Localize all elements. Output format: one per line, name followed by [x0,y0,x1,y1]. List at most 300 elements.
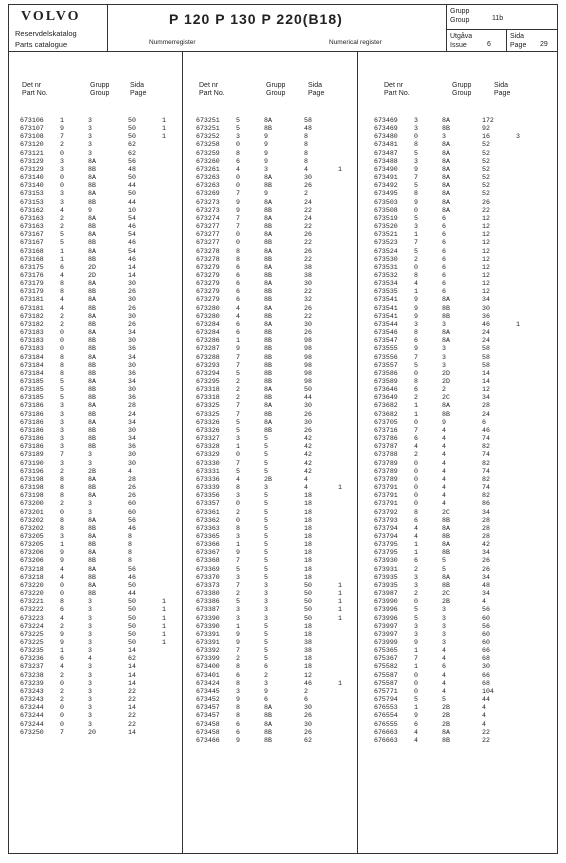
check-digit: 9 [236,630,240,638]
page-number: 38 [304,639,312,646]
check-digit: 3 [236,606,240,614]
part-number: 673286 [196,337,220,345]
part-number: 673287 [196,345,220,353]
page-number: 12 [482,231,490,239]
part-number: 673458 [196,728,220,736]
part-number: 673167 [20,239,44,247]
part-number: 673524 [374,247,398,255]
group-code: 8B [88,386,96,394]
page-number: 52 [482,165,490,173]
check-digit: 8 [60,369,64,377]
part-row [20,394,195,402]
part-row [374,590,549,598]
check-digit: 1 [236,337,240,345]
part-number: 673327 [196,435,220,443]
page-number: 4 [304,475,308,483]
part-row [374,566,549,574]
check-digit: 9 [236,736,240,744]
group-code: 8B [264,369,272,377]
check-digit: 2 [236,378,240,385]
part-number: 673140 [20,174,44,182]
note-number: 1 [338,679,342,687]
page-number: 98 [304,378,312,385]
part-row [196,248,371,256]
group-code: 4 [442,475,446,483]
group-code: 3 [442,320,446,328]
page-number: 30 [304,320,312,328]
part-number: 673362 [196,516,220,524]
part-row [196,199,371,207]
group-code: 8B [88,410,96,418]
group-code: 8A [88,581,96,589]
part-row [196,239,371,247]
part-number: 673244 [20,720,44,728]
part-number: 673457 [196,712,220,720]
group-code: 3 [88,451,92,459]
page-number: 26 [304,712,312,720]
group-code: 8A [264,231,272,239]
check-digit: 4 [414,728,418,736]
group-code: 4 [442,467,446,475]
check-digit: 8 [414,508,418,516]
page-number: 12 [482,263,490,271]
group-code: 9 [264,133,268,141]
part-row [20,370,195,378]
group-code: 8B [88,557,96,565]
part-number: 673541 [374,312,398,320]
group-code: 9 [264,141,268,149]
part-number: 673260 [196,157,220,165]
part-number: 673682 [374,402,398,410]
page-number: 30 [128,280,136,288]
part-row [374,688,549,696]
part-number: 673202 [20,516,44,524]
page-number: 34 [128,353,136,361]
part-number: 673329 [196,451,220,459]
group-code: 6 [442,247,446,255]
part-row [196,737,371,745]
group-code: 4 [442,443,446,451]
part-number: 673786 [374,435,398,443]
part-number: 673336 [196,475,220,483]
note-number: 1 [162,622,166,630]
check-digit: 5 [60,239,64,247]
header-part-no: Det nr Part No. [199,82,225,97]
check-digit: 4 [60,271,64,279]
group-code: 8A [442,728,450,736]
part-number: 673325 [196,410,220,418]
check-digit: 1 [236,541,240,549]
group-code: 2B [442,598,450,606]
part-number: 673181 [20,296,44,304]
check-digit: 8 [60,280,64,288]
check-digit: 8 [236,484,240,492]
page-number: 8 [128,557,132,565]
check-digit: 6 [236,329,240,337]
part-row [374,615,549,623]
page-number: 8 [128,541,132,549]
group-code: 4 [442,687,446,695]
part-number: 673789 [374,459,398,467]
page-number: 46 [128,255,136,263]
check-digit: 7 [414,353,418,361]
page-label: Sida Page [510,33,527,49]
group-code: 8B [264,288,272,296]
part-number: 673357 [196,500,220,508]
part-number: 673278 [196,255,220,263]
index-title-sv: Nummerregister [149,39,196,46]
check-digit: 6 [414,516,418,524]
part-row [374,411,549,419]
part-row [196,182,371,190]
check-digit: 7 [236,223,240,231]
check-digit: 0 [414,133,418,141]
part-number: 673186 [20,418,44,426]
group-code: 8A [88,353,96,361]
part-row [374,574,549,582]
check-digit: 2 [414,394,418,402]
check-digit: 5 [414,214,418,222]
group-code: 8B [88,320,96,328]
check-digit: 6 [236,263,240,271]
check-digit: 4 [414,443,418,451]
group-code: 6 [264,663,268,671]
page-number: 18 [304,492,312,500]
page-number: 62 [128,141,136,149]
part-number: 673705 [374,418,398,426]
part-row [374,419,549,427]
page-number: 36 [128,369,136,377]
check-digit: 3 [414,320,418,328]
page-number: 50 [128,606,136,614]
group-code: 8A [442,174,450,182]
group-code: 8B [88,590,96,598]
part-row [196,574,371,582]
part-row [374,443,549,451]
part-row [374,174,549,182]
check-digit: 1 [60,647,64,655]
page-number: 46 [482,426,490,434]
part-row [20,598,195,606]
check-digit: 8 [414,271,418,279]
check-digit: 1 [236,622,240,630]
group-code: 8A [442,165,450,173]
group-code: 8B [88,524,96,532]
part-number: 673279 [196,296,220,304]
group-code: 5 [264,492,268,500]
part-number: 673997 [374,630,398,638]
part-row [20,427,195,435]
part-number: 673280 [196,312,220,320]
part-number: 673108 [20,133,44,141]
part-row [20,256,195,264]
page-number: 42 [304,467,312,475]
part-number: 673189 [20,451,44,459]
group-code: 3 [88,671,92,679]
part-row [374,484,549,492]
page-number: 28 [482,532,490,540]
check-digit: 6 [236,157,240,165]
check-digit: 9 [236,198,240,206]
page-number: 26 [128,492,136,500]
part-row [20,476,195,484]
check-digit: 7 [414,426,418,434]
page-number: 42 [304,435,312,443]
part-row [20,492,195,500]
check-digit: 3 [414,581,418,589]
check-digit: 1 [414,647,418,655]
part-row [196,264,371,272]
page-number: 54 [128,247,136,255]
group-code: 5 [442,565,446,573]
part-row [20,117,195,125]
part-row [374,606,549,614]
group-code: 4 [442,679,446,687]
page-number: 34 [482,296,490,304]
group-code: 3 [88,141,92,149]
part-number: 673220 [20,590,44,598]
check-digit: 6 [236,728,240,736]
part-number: 673996 [374,614,398,622]
page-number: 4 [482,598,486,606]
page-number: 48 [128,165,136,173]
part-row [20,696,195,704]
check-digit: 7 [414,655,418,663]
page-number: 60 [128,500,136,508]
page-number: 14 [128,271,136,279]
check-digit: 2 [236,508,240,516]
divider [107,5,108,51]
group-code: 3 [88,663,92,671]
part-row [20,329,195,337]
part-row [374,468,549,476]
check-digit: 9 [236,639,240,646]
header-part-no: Det nr Part No. [384,82,410,97]
page-number: 34 [128,435,136,443]
group-code: 8B [264,345,272,353]
part-number: 673206 [20,557,44,565]
note-number: 1 [338,606,342,614]
check-digit: 1 [414,402,418,410]
check-digit: 2 [60,141,64,149]
part-number: 673198 [20,475,44,483]
part-row [196,590,371,598]
group-code: 4 [442,492,446,500]
part-row [196,484,371,492]
part-number: 673259 [196,149,220,157]
check-digit: 3 [414,157,418,165]
group-code: 8A [264,402,272,410]
page-number: 22 [304,206,312,214]
part-number: 673179 [20,280,44,288]
part-row [20,557,195,565]
group-code: 8B [442,581,450,589]
part-row [374,427,549,435]
part-number: 673391 [196,639,220,646]
part-number: 673331 [196,467,220,475]
page-number: 42 [482,541,490,549]
group-code: 2B [442,712,450,720]
page-number: 16 [482,133,490,141]
check-digit: 1 [414,541,418,549]
part-number: 673186 [20,410,44,418]
part-row [196,476,371,484]
page-number: 14 [128,263,136,271]
part-number: 673530 [374,255,398,263]
page-value: 29 [540,41,548,48]
check-digit: 4 [236,304,240,312]
part-number: 673284 [196,320,220,328]
group-code: 3 [88,133,92,141]
part-row [374,492,549,500]
group-code: 5 [264,500,268,508]
part-row [374,712,549,720]
group-code: 5 [264,467,268,475]
group-code: 8A [264,418,272,426]
part-number: 673250 [20,728,44,736]
page-number: 36 [128,443,136,451]
group-code: 8B [88,369,96,377]
group-code: 9 [442,418,446,426]
part-row [374,663,549,671]
part-row [20,248,195,256]
page-number: 6 [482,418,486,426]
page-number: 92 [482,125,490,133]
check-digit: 4 [414,532,418,540]
page-number: 24 [482,329,490,337]
group-code: 8B [88,165,96,173]
page-number: 42 [304,459,312,467]
part-row [196,386,371,394]
part-number: 673107 [20,125,44,133]
part-row [20,239,195,247]
part-number: 673531 [374,263,398,271]
part-number: 673186 [20,402,44,410]
page-number: 26 [304,329,312,337]
page-number: 60 [482,614,490,622]
group-code: 8B [264,378,272,385]
check-digit: 0 [414,492,418,500]
part-row [196,533,371,541]
part-number: 673277 [196,223,220,231]
page-number: 68 [482,655,490,663]
check-digit: 3 [60,435,64,443]
part-row [20,231,195,239]
page-number: 4 [128,467,132,475]
group-code: 8A [264,174,272,182]
page-number: 12 [304,671,312,679]
part-row [374,451,549,459]
group-code: 6 [442,663,446,671]
check-digit: 9 [414,165,418,173]
page-number: 18 [304,565,312,573]
part-row [20,672,195,680]
note-number: 1 [338,598,342,606]
page-number: 26 [304,247,312,255]
part-row [196,549,371,557]
divider [446,29,557,30]
part-number: 673222 [20,606,44,614]
part-row [374,672,549,680]
note-number: 1 [162,125,166,133]
part-number: 673221 [20,598,44,606]
part-number: 673503 [374,198,398,206]
group-code: 2D [88,263,96,271]
part-number: 673236 [20,655,44,663]
check-digit: 2 [60,214,64,222]
part-row [20,623,195,631]
part-row [374,215,549,223]
part-number: 673367 [196,549,220,557]
part-row [20,631,195,639]
parts-column-1 [20,117,195,737]
page-number: 22 [128,720,136,728]
part-number: 673224 [20,622,44,630]
part-number: 673185 [20,378,44,385]
part-number: 673202 [20,524,44,532]
group-code: 8B [442,532,450,540]
group-code: 9 [88,206,92,214]
divider [506,29,507,51]
part-row [196,492,371,500]
part-number: 673244 [20,712,44,720]
group-code: 5 [264,622,268,630]
page-number: 56 [128,565,136,573]
part-number: 673716 [374,426,398,434]
part-number: 673521 [374,231,398,239]
page-number: 34 [482,590,490,598]
group-code: 8A [442,541,450,549]
group-code: 3 [88,598,92,606]
page-number: 46 [482,320,490,328]
part-number: 673184 [20,369,44,377]
check-digit: 5 [414,149,418,157]
page-number: 74 [482,467,490,475]
group-code: 6 [442,280,446,288]
page-number: 8 [128,532,132,540]
check-digit: 2 [60,687,64,695]
page-number: 52 [482,190,490,198]
group-code: 3 [264,590,268,598]
part-row [196,354,371,362]
header-group: Grupp Group [266,82,286,97]
group-code: 8B [264,337,272,345]
page-number: 4 [304,165,308,173]
part-row [374,639,549,647]
note-number: 1 [162,630,166,638]
part-row [20,566,195,574]
check-digit: 9 [414,198,418,206]
catalog-title-en: Parts catalogue [15,40,68,49]
check-digit: 3 [60,165,64,173]
part-number: 673400 [196,663,220,671]
part-number: 673284 [196,329,220,337]
group-code: 3 [88,647,92,655]
part-row [196,623,371,631]
check-digit: 5 [236,426,240,434]
part-row [374,549,549,557]
part-row [20,280,195,288]
group-code: 8B [264,125,272,133]
part-row [374,248,549,256]
check-digit: 8 [60,353,64,361]
page-number: 26 [128,484,136,492]
part-row [20,199,195,207]
check-digit: 6 [414,435,418,443]
part-row [20,182,195,190]
group-code: 8A [88,280,96,288]
part-number: 673279 [196,280,220,288]
